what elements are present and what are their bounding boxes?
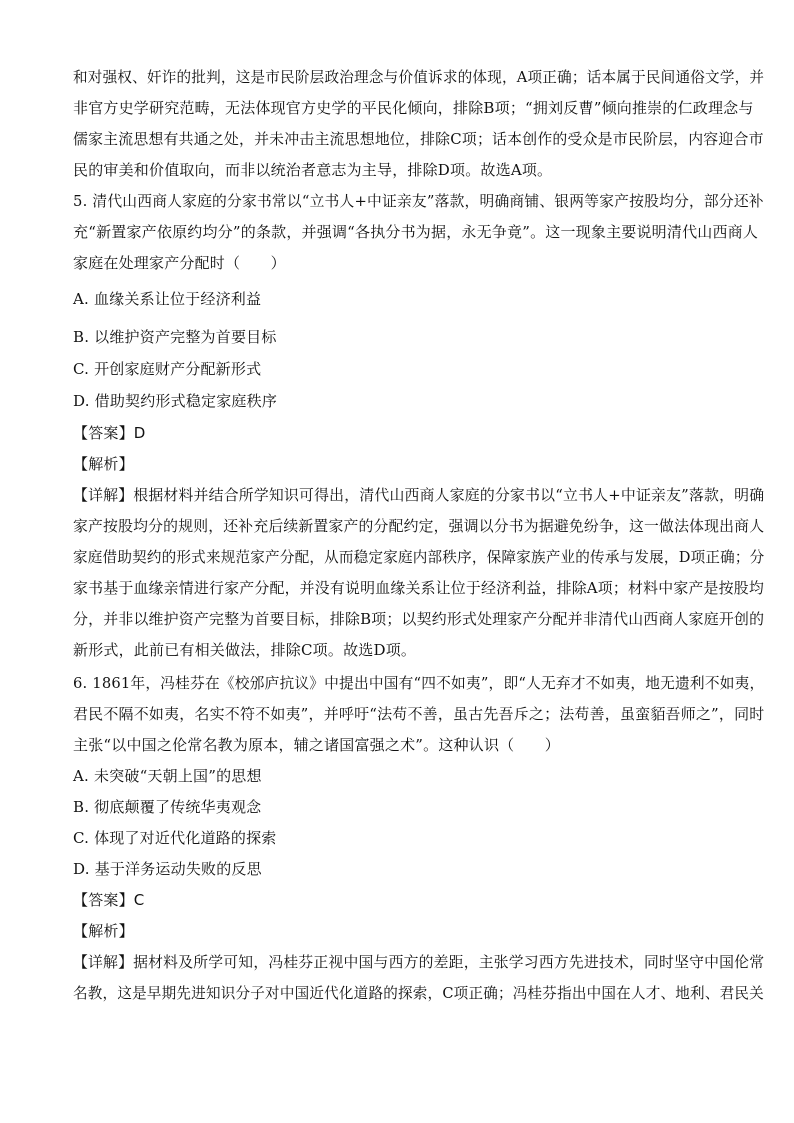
q6-option-c: C. 体现了对近代化道路的探索 — [73, 829, 277, 847]
q5-option-c: C. 开创家庭财产分配新形式 — [73, 360, 262, 378]
intro-line-3: 儒家主流思想有共通之处，并未冲击主流思想地位，排除C项；话本创作的受众是市民阶层，内容迎合市 — [73, 130, 764, 148]
q6-option-a: A. 未突破“天朝上国”的思想 — [73, 767, 262, 785]
q5-answer: 【答案】D — [73, 424, 146, 442]
q6-option-d: D. 基于洋务运动失败的反思 — [73, 860, 262, 878]
q5-option-a: A. 血缘关系让位于经济利益 — [73, 290, 262, 308]
q5-stem-line-2: 充“新置家产依原约均分”的条款，并强调“各执分书为据，永无争竟”。这一现象主要说明清代山西商人 — [73, 223, 759, 241]
q5-detail-line-4: 家书基于血缘亲情进行家产分配，并没有说明血缘关系让位于经济利益，排除A项；材料中家产是按股均 — [73, 579, 765, 597]
q5-detail-line-3: 家庭借助契约的形式来规范家产分配，从而稳定家庭内部秩序，保障家族产业的传承与发展，D项正确；分 — [73, 548, 765, 566]
q6-detail-line-1: 【详解】据材料及所学可知，冯桂芬正视中国与西方的差距，主张学习西方先进技术，同时坚守中国伦常 — [73, 953, 765, 971]
intro-line-2: 非官方史学研究范畴，无法体现官方史学的平民化倾向，排除B项；“拥刘反曹”倾向推崇的仁政理念与 — [73, 99, 754, 117]
q5-option-b: B. 以维护资产完整为首要目标 — [73, 328, 277, 346]
q6-stem-line-1: 6. 1861年，冯桂芬在《校邠庐抗议》中提出中国有“四不如夷”，即“人无弃才不如夷，地无遗利不如夷， — [73, 674, 765, 692]
q5-analysis-label: 【解析】 — [73, 455, 134, 473]
q5-detail-line-5: 分，并非以维护资产完整为首要目标，排除B项；以契约形式处理家产分配并非清代山西商人家庭开创的 — [73, 610, 765, 628]
q5-detail-line-6: 新形式，此前已有相关做法，排除C项。故选D项。 — [73, 641, 417, 659]
q5-stem-line-1: 5. 清代山西商人家庭的分家书常以“立书人+中证亲友”落款，明确商铺、银两等家产按股均分，部分还补 — [73, 192, 764, 210]
q5-detail-line-2: 家产按股均分的规则，还补充后续新置家产的分配约定，强调以分书为据避免纷争，这一做法体现出商人 — [73, 517, 765, 535]
intro-line-4: 民的审美和价值取向，而非以统治者意志为主导，排除D项。故选A项。 — [73, 161, 553, 179]
q6-detail-line-2: 名教，这是早期先进知识分子对中国近代化道路的探索，C项正确；冯桂芬指出中国在人才、地利、君民关 — [73, 984, 764, 1002]
intro-line-1: 和对强权、奸诈的批判，这是市民阶层政治理念与价值诉求的体现，A项正确；话本属于民间通俗文学，并 — [73, 68, 765, 86]
q5-option-d: D. 借助契约形式稳定家庭秩序 — [73, 392, 278, 410]
q6-stem-line-3: 主张“以中国之伦常名教为原本，辅之诸国富强之术”。这种认识（ ） — [73, 736, 560, 754]
q6-answer: 【答案】C — [73, 891, 145, 909]
q6-stem-line-2: 君民不隔不如夷，名实不符不如夷”，并呼吁“法苟不善，虽古先吾斥之；法苟善，虽蛮貊吾师之”，同时 — [73, 705, 765, 723]
q5-detail-line-1: 【详解】根据材料并结合所学知识可得出，清代山西商人家庭的分家书以“立书人+中证亲友”落款，明确 — [73, 486, 765, 504]
q6-analysis-label: 【解析】 — [73, 922, 134, 940]
q6-option-b: B. 彻底颠覆了传统华夷观念 — [73, 798, 262, 816]
q5-stem-line-3: 家庭在处理家产分配时（ ） — [73, 254, 286, 272]
